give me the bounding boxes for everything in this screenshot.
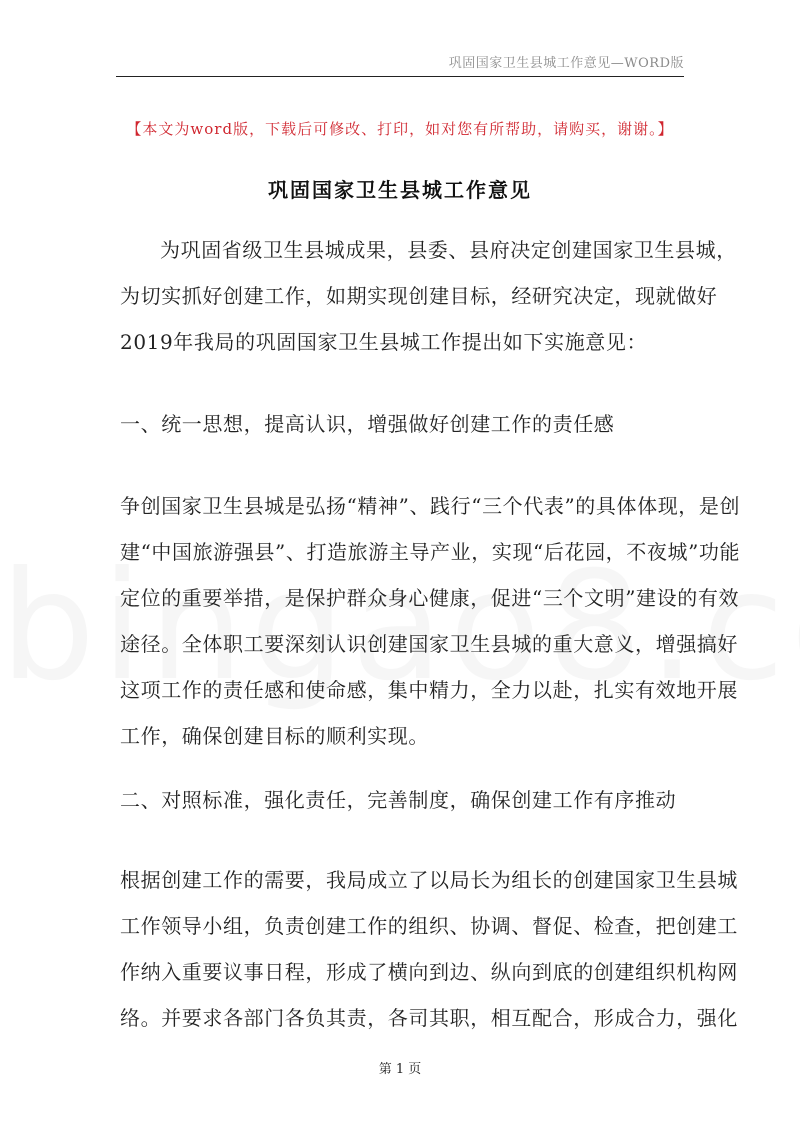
- paragraph-3-line-4: 络。并要求各部门各负其责，各司其职，相互配合，形成合力，强化: [120, 1006, 738, 1030]
- paragraph-2-line-5: 这项工作的责任感和使命感，集中精力，全力以赴，扎实有效地开展: [120, 678, 738, 702]
- paragraph-3-line-2: 工作领导小组，负责创建工作的组织、协调、督促、检查，把创建工: [120, 914, 738, 938]
- paragraph-2-line-1: 争创国家卫生县城是弘扬“精神”、践行“三个代表”的具体体现，是创: [120, 494, 741, 518]
- section-heading-1: 一、统一思想，提高认识，增强做好创建工作的责任感: [120, 412, 615, 436]
- section-heading-2: 二、对照标准，强化责任，完善制度，确保创建工作有序推动: [120, 788, 677, 812]
- paragraph-1-line-1: 为巩固省级卫生县城成果，县委、县府决定创建国家卫生县城，: [160, 238, 737, 262]
- header-divider: [116, 76, 684, 77]
- paragraph-2-line-6: 工作，确保创建目标的顺利实现。: [120, 724, 429, 748]
- paragraph-1-line-3: 2019年我局的巩固国家卫生县城工作提出如下实施意见：: [120, 330, 648, 354]
- paragraph-2-line-3: 定位的重要举措，是保护群众身心健康，促进“三个文明”建设的有效: [120, 586, 740, 610]
- page-number: 第 1 页: [378, 1062, 422, 1077]
- paragraph-2-line-2: 建“中国旅游强县”、打造旅游主导产业，实现“后花园，不夜城”功能: [120, 540, 741, 564]
- purchase-notice: 【本文为word版，下载后可修改、打印，如对您有所帮助，请购买，谢谢。】: [126, 120, 674, 138]
- paragraph-3-line-3: 作纳入重要议事日程，形成了横向到边、纵向到底的创建组织机构网: [120, 960, 738, 984]
- paragraph-1-line-2: 为切实抓好创建工作，如期实现创建目标，经研究决定，现就做好: [120, 284, 718, 308]
- paragraph-3-line-1: 根据创建工作的需要，我局成立了以局长为组长的创建国家卫生县城: [120, 868, 738, 892]
- running-header: 巩固国家卫生县城工作意见—WORD版: [448, 56, 684, 71]
- paragraph-2-line-4: 途径。全体职工要深刻认识创建国家卫生县城的重大意义，增强搞好: [120, 632, 738, 656]
- document-title: 巩固国家卫生县城工作意见: [268, 178, 532, 202]
